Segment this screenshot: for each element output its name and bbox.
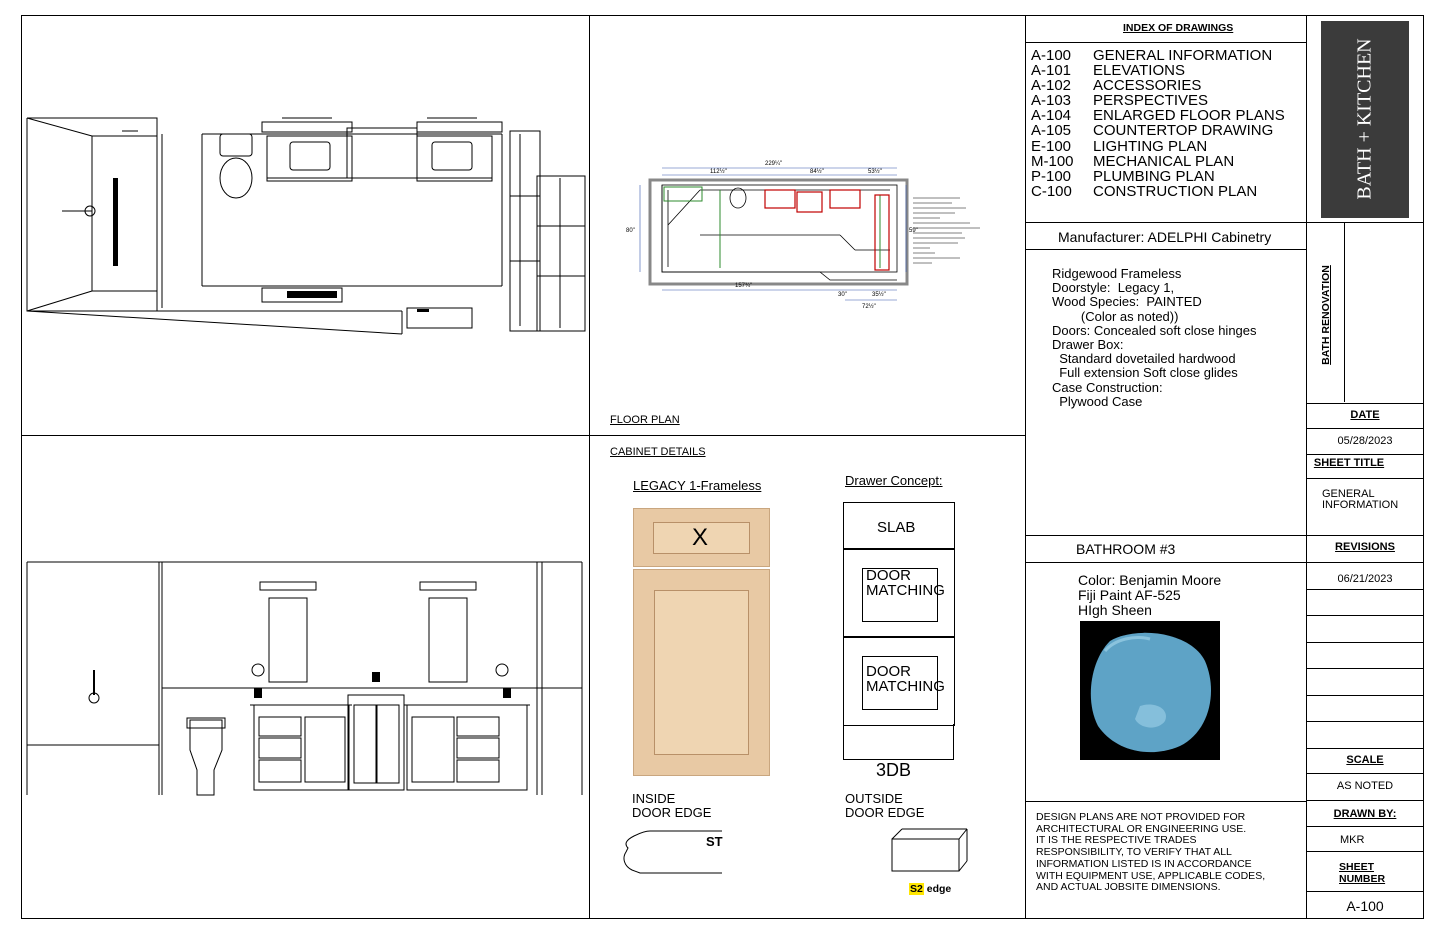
outside-edge-profile [888, 825, 973, 875]
index-code: E-100 [1031, 137, 1072, 155]
floor-plan-drawing [600, 150, 1020, 320]
rev-row-7 [1306, 748, 1424, 749]
cabinet-spec-line: (Color as noted)) [1052, 308, 1179, 324]
disclaimer-line: WITH EQUIPMENT USE, APPLICABLE CODES, [1036, 869, 1266, 882]
paint-line-2: Fiji Paint AF-525 [1078, 587, 1181, 603]
revision-1: 06/21/2023 [1337, 573, 1393, 585]
inside-edge-line-2: DOOR EDGE [632, 805, 712, 820]
disclaimer-rule [1026, 801, 1307, 802]
manufacturer-rule [1026, 249, 1307, 250]
dim-5: 30" [838, 292, 847, 298]
door-matching-2-line-1: DOOR [866, 663, 911, 680]
index-code: A-103 [1031, 92, 1072, 110]
rev-row-6 [1306, 721, 1424, 722]
paint-spec [1078, 573, 1221, 618]
room-rule-bottom [1026, 562, 1307, 563]
disclaimer-line: ARCHITECTURAL OR ENGINEERING USE. [1036, 822, 1247, 835]
sheet-number-label-1: SHEET [1339, 861, 1375, 873]
revisions-label: REVISIONS [1335, 541, 1395, 553]
dim-3: 53½" [868, 169, 882, 175]
index-row [1031, 78, 1306, 93]
sheet-number-label-2: NUMBER [1339, 873, 1386, 885]
perspective-plan-drawing [22, 16, 589, 435]
paint-line-3: HIgh Sheen [1078, 602, 1152, 618]
outside-profile-code: S2 [910, 883, 923, 895]
divider-h-mid [21, 435, 1026, 436]
room-label: BATHROOM #3 [1076, 541, 1176, 557]
drawer-base-line [843, 724, 844, 760]
index-title: MECHANICAL PLAN [1093, 152, 1235, 170]
slab-label: SLAB [877, 519, 916, 536]
tb-rule-7 [1306, 773, 1424, 774]
outside-profile-label [909, 883, 951, 895]
index-row [1031, 169, 1306, 184]
scale-label: SCALE [1346, 754, 1384, 766]
door-style-label: LEGACY 1-Frameless [633, 478, 762, 493]
cabinet-spec-line: Wood Species: PAINTED [1052, 294, 1202, 310]
index-heading-rule [1026, 42, 1307, 43]
disclaimer-line: AND ACTUAL JOBSITE DIMENSIONS. [1036, 881, 1221, 894]
index-code: A-104 [1031, 107, 1072, 125]
door-matching-2-line-2: MATCHING [866, 678, 945, 695]
door-matching-1-line-2: MATCHING [866, 582, 945, 599]
project-rule-v [1344, 222, 1345, 402]
index-list [1031, 48, 1306, 199]
date-value: 05/28/2023 [1337, 435, 1393, 447]
inside-edge-line-1: INSIDE [632, 791, 676, 806]
tb-rule-11 [1306, 891, 1424, 892]
inside-profile-code: ST [706, 834, 723, 849]
paint-line-1: Color: Benjamin Moore [1078, 572, 1222, 588]
index-row [1031, 93, 1306, 108]
cabinet-spec-line: Plywood Case [1052, 393, 1143, 409]
paint-swatch-image [1080, 621, 1220, 760]
index-title: LIGHTING PLAN [1093, 137, 1208, 155]
index-row [1031, 184, 1306, 199]
door-sample-door-panel [654, 590, 749, 755]
outside-edge-line-1: OUTSIDE [845, 791, 903, 806]
dim-9: 59" [909, 228, 918, 234]
drawer-concept-label: Drawer Concept: [845, 473, 943, 488]
outside-profile-suffix: edge [923, 883, 952, 895]
disclaimer-line: INFORMATION LISTED IS IN ACCORDANCE [1036, 857, 1252, 870]
tb-rule-8 [1306, 800, 1424, 801]
index-title: ELEVATIONS [1093, 62, 1185, 80]
floor-plan-label: FLOOR PLAN [610, 414, 680, 426]
cabinet-spec-line: Drawer Box: [1052, 337, 1124, 353]
rev-row-1 [1306, 589, 1424, 590]
dim-2: 84½" [810, 169, 824, 175]
index-title: PLUMBING PLAN [1093, 167, 1215, 185]
frame-bottom [21, 918, 1424, 919]
drawn-by-value: MKR [1340, 834, 1365, 846]
door-matching-1-line-1: DOOR [866, 567, 911, 584]
index-row [1031, 154, 1306, 169]
rev-row-4 [1306, 668, 1424, 669]
cabinet-spec-list [1052, 267, 1257, 409]
cabinet-spec-line: Full extension Soft close glides [1052, 365, 1238, 381]
tb-rule-4 [1306, 478, 1424, 479]
index-title: GENERAL INFORMATION [1093, 47, 1273, 64]
sheet-number: A-100 [1346, 898, 1384, 914]
outside-edge-line-2: DOOR EDGE [845, 805, 925, 820]
tb-rule-6 [1306, 562, 1424, 563]
index-code: M-100 [1031, 152, 1074, 170]
tb-rule-5 [1306, 535, 1424, 536]
room-rule-top [1026, 535, 1307, 536]
dim-1: 112½" [710, 169, 727, 175]
index-row [1031, 48, 1306, 63]
disclaimer-line: IT IS THE RESPECTIVE TRADES [1036, 834, 1197, 847]
dim-7: 72½" [862, 304, 876, 310]
drawer-base-line-r [953, 724, 954, 760]
sheet-title-line-2: INFORMATION [1322, 499, 1399, 511]
index-rule-bottom [1026, 222, 1424, 223]
index-heading: INDEX OF DRAWINGS [1123, 22, 1234, 34]
dim-8: 80" [626, 228, 635, 234]
disclaimer [1036, 812, 1265, 894]
drawer-code: 3DB [876, 760, 912, 780]
disclaimer-line: RESPONSIBILITY, TO VERIFY THAT ALL [1036, 846, 1232, 859]
index-title: ENLARGED FLOOR PLANS [1093, 107, 1285, 125]
cabinet-spec-line: Doors: Concealed soft close hinges [1052, 322, 1257, 338]
index-code: A-100 [1031, 47, 1072, 64]
rev-row-5 [1306, 695, 1424, 696]
tb-rule-3 [1306, 454, 1424, 455]
divider-v1 [589, 15, 590, 919]
dim-6: 35½" [872, 292, 886, 298]
disclaimer-line: DESIGN PLANS ARE NOT PROVIDED FOR [1036, 811, 1246, 823]
index-row [1031, 139, 1306, 154]
rev-row-3 [1306, 642, 1424, 643]
tb-rule-1 [1306, 403, 1424, 404]
cabinet-spec-line: Standard dovetailed hardwood [1052, 351, 1236, 367]
cabinet-spec-line: Doorstyle: Legacy 1, [1052, 280, 1175, 296]
tb-rule-9 [1306, 826, 1424, 827]
index-code: C-100 [1031, 182, 1072, 200]
index-code: A-101 [1031, 62, 1072, 80]
dim-4: 157¾" [735, 283, 753, 289]
brand-logo-text: BATH + KITCHEN [1353, 38, 1376, 200]
date-label: DATE [1350, 409, 1380, 421]
tb-rule-2 [1306, 428, 1424, 429]
vanity-elevation-drawing [22, 540, 589, 800]
index-title: CONSTRUCTION PLAN [1093, 182, 1258, 200]
rev-row-2 [1306, 615, 1424, 616]
index-row [1031, 108, 1306, 123]
index-row [1031, 63, 1306, 78]
index-title: ACCESSORIES [1093, 77, 1202, 95]
index-title: COUNTERTOP DRAWING [1093, 122, 1274, 140]
door-mark: X [692, 524, 709, 551]
dim-overall: 229¼" [765, 161, 783, 167]
project-name: BATH RENOVATION [1320, 265, 1332, 365]
divider-v2 [1025, 15, 1026, 919]
index-code: A-102 [1031, 77, 1072, 95]
scale-value: AS NOTED [1336, 780, 1394, 792]
cabinet-details-label: CABINET DETAILS [610, 446, 706, 458]
sheet-title-line-1: GENERAL [1322, 488, 1375, 500]
index-code: P-100 [1031, 167, 1072, 185]
tb-rule-10 [1306, 851, 1424, 852]
cabinet-spec-line: Ridgewood Frameless [1052, 266, 1182, 281]
drawn-by-label: DRAWN BY: [1333, 808, 1397, 820]
index-code: A-105 [1031, 122, 1072, 140]
index-row [1031, 123, 1306, 138]
sheet-title-label: SHEET TITLE [1313, 457, 1385, 469]
manufacturer-label: Manufacturer: ADELPHI Cabinetry [1058, 229, 1272, 245]
cabinet-spec-line: Case Construction: [1052, 379, 1163, 395]
index-title: PERSPECTIVES [1093, 92, 1209, 110]
